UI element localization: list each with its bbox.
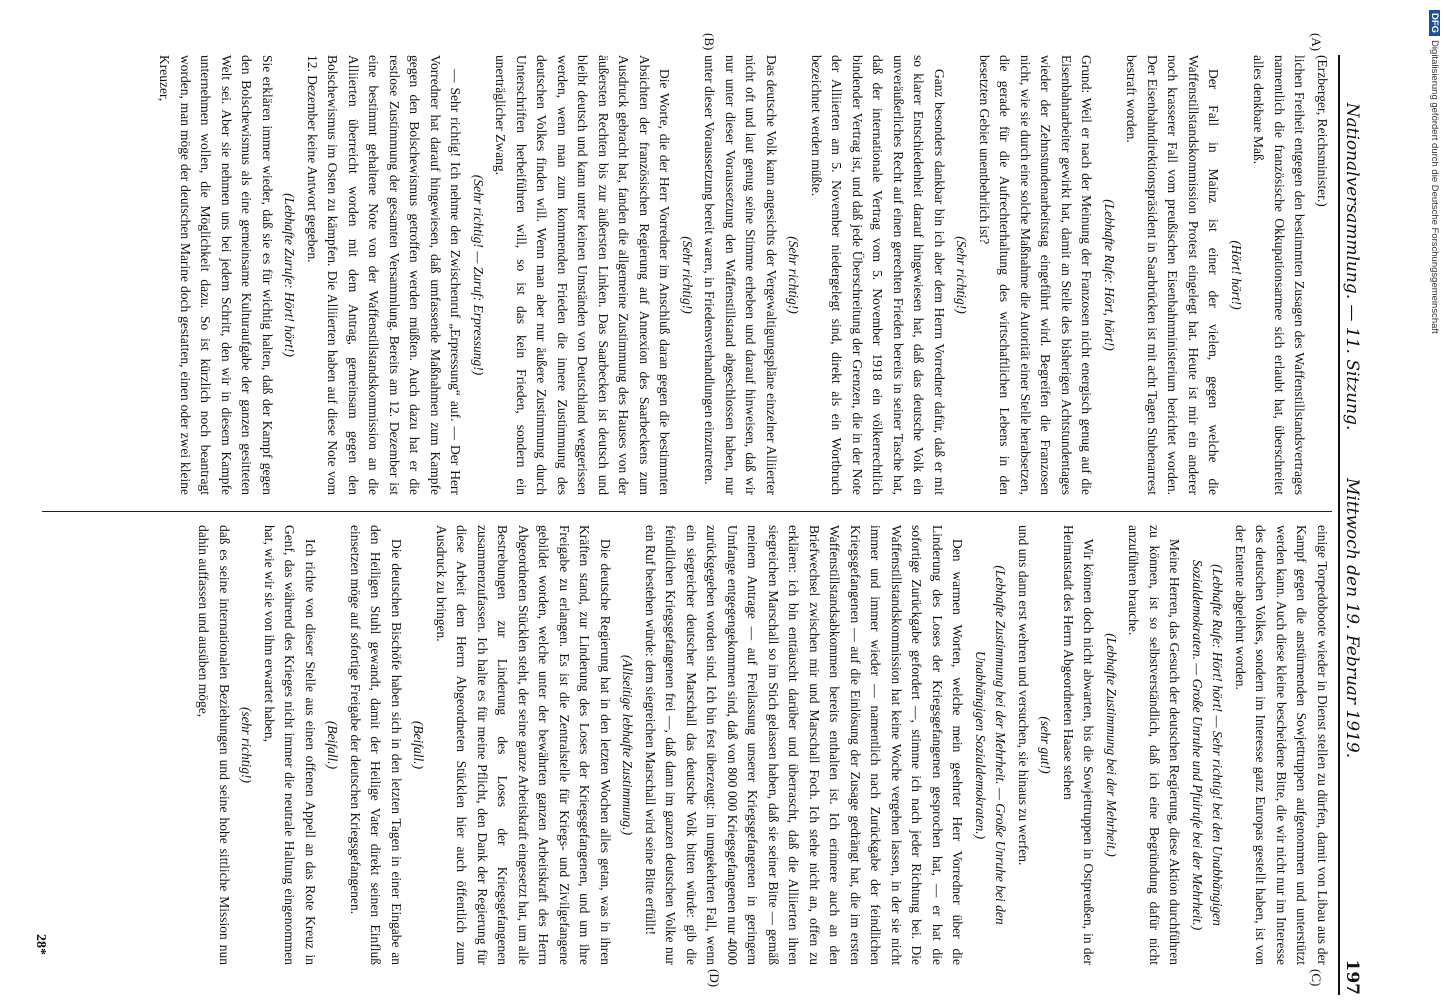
left-column	[52, 55, 1332, 495]
margin-marker-b: (B)	[702, 33, 717, 51]
left-column-paragraph: Grund: Weil er nach der Meinung der Franzosen nicht energisch genug auf die Eisenbahnarbeiter gewirkt hat, damit an Stelle des bisherigen Achtstundentages wieder der Zehnstundenarbeitstag eingeführt wird. Begreifen die Franzosen nicht, wie sie durch eine solche Maßnahme die Autorität einer Stelle herabsetzen, die gerade für die Aufrechterhaltung des wirtschaftlichen Lebens in den besetzten Gebiet unentbehrlich ist?	[977, 55, 1095, 495]
right-column-reaction: (sehr gut!)	[1038, 716, 1054, 774]
digitization-text: Digitalisierung gefördert durch die Deutsche Forschungsgemeinschaft	[1429, 40, 1440, 334]
right-column-paragraph: Die deutschen Bischöfe haben sich in den letzten Tagen in einer Eingabe an den Heiligen Stuhl gewandt, damit der Heilige Vater direkt seinen Einfluß einsetzen möge auf sofortige Freigabe der deutschen Kriegsgefangenen.	[348, 525, 404, 965]
right-column-reaction: (Allseitige lebhafte Zustimmung.)	[620, 654, 636, 836]
right-column-paragraph: Die deutsche Regierung hat in den letzten Wochen alles getan, was in ihren Kräften stand, zur Linderung des Loses der Kriegsgefangenen, und um ihre Freigabe zu erlangen. Es ist die Zentralstelle für Kriegs- und Zivilgefangene gebildet worden, welche unter der bewährten ganzen Arbeitskraft des Herrn Abgeordneten Stücklen steht, der seine ganze Arbeitskraft eingesetzt hat, um alle Bestrebungen zur Linderung des Loses der Kriegsgefangenen zusammenzufassen. Ich halte es für meine Pflicht, den Dank der Regierung für diese Arbeit dem Herrn Abgeordneten Stücklen hier auch öffentlich zum Ausdruck zu bringen.	[434, 525, 613, 965]
right-column-paragraph: Wir können doch nicht abwarten, bis die Sowjettruppen in Ostpreußen, in der Heimatstadt des Herrn Abgeordneten Haase stehen	[1061, 525, 1097, 965]
left-column-reaction: (Sehr richtig! — Zuruf: Erpressung!)	[471, 174, 486, 376]
left-column-paragraph: Das deutsche Volk kann angesichts der Vergewaltigungspläne einzelner Alliierter nicht oft und laut genug seine Stimme erheben und darauf hinweisen, daß wir nur unter dieser Voraussetzung den Waffenstillstand abgeschlossen haben, nur unter dieser Voraussetzung bereit waren, in Friedensverhandlungen einzutreten.	[702, 55, 779, 495]
margin-marker-d: (D)	[707, 969, 722, 988]
left-column-paragraph: — Sehr richtig! Ich nehme den Zwischenruf „Erpressung“ auf. — Der Herr Vorredner hat darauf hingewiesen, daß umfassende Maßnahmen zum Kampfe gegen den Bolschewismus getroffen werden müßten. Auch dazu hat er die restlose Zustimmung der gesamten Versammlung. Bereits am 12. Dezember ist eine bestimmt gehaltene Note von der Waffenstillstandskommission an die Alliierten überreicht worden mit dem Antrag, gemeinsam gegen den Bolschewismus im Osten zu kämpfen. Die Alliierten haben auf diese Note vom 12. Dezember keine Antwort gegeben.	[305, 55, 464, 495]
right-column-paragraph: und uns dann erst wehren und versuchen, sie hinaus zu werfen.	[1016, 525, 1031, 866]
right-column-reaction: (Lebhafte Zustimmung bei der Mehrheit. — Große Unruhe bei den Unabhängigen Sozialdemokraten.)	[973, 565, 1009, 925]
right-column-reaction: (Lebhafte Zustimmung bei der Mehrheit.)	[1104, 633, 1119, 857]
left-column-reaction: (Lebhafte Rufe: Hört, hört!)	[1102, 199, 1117, 351]
left-column-reaction: (Sehr richtig!)	[680, 236, 695, 314]
right-column	[52, 525, 1332, 965]
margin-marker-c: (C)	[1309, 969, 1324, 987]
left-column-paragraph: Die Worte, die der Herr Vorredner im Anschluß daran gegen die bestimmten Absichten der französischen Regierung auf Annexion des Saarbeckens zum Ausdruck gebracht hat, fanden die allgemeine Zustimmung des Hauses von der äußersten Rechten bis zur äußersten Linken. Das Saarbecken ist deutsch und bleibt deutsch und kann unter keinen Umständen von Deutschland weggerissen werden, wenn man zum kommenden Frieden die innere Zustimmung des deutschen Volkes finden will. Wenn man aber nur äußere Zustimmung durch Unterschriften herbeiführen will, so ist das kein Frieden, sondern ein unerträglicher Zwang.	[493, 55, 673, 495]
session-date: Mittwoch den 19. Februar 1919.	[1342, 478, 1362, 759]
page-number: 197	[1342, 959, 1362, 995]
dfg-logo-icon: DFG	[1429, 10, 1440, 36]
right-column-paragraph: Ich richte von dieser Stelle aus einen offenen Appell an das Rote Kreuz in Genf, das während des Krieges nicht immer die neutrale Haltung eingenommen hat, wie wir sie von ihm erwartet haben,	[262, 525, 318, 965]
left-column-reaction: (Lebhafte Zurufe: Hört! hört!)	[282, 193, 298, 357]
left-column-reaction: (Sehr richtig!)	[954, 236, 970, 314]
right-column-reaction: (sehr richtig!)	[239, 706, 255, 784]
right-column-paragraph: daß es seine internationalen Beziehungen und seine hohe sittliche Mission nun dahin auffassen und ausüben möge,	[196, 525, 232, 965]
left-column-reaction: (Sehr richtig!)	[786, 236, 802, 314]
column-divider	[42, 511, 1332, 512]
right-column-reaction: (Beifall.)	[325, 720, 341, 770]
digitization-note	[1424, 10, 1444, 990]
left-column-paragraph: Der Fall in Mainz ist einer der vielen, gegen welche die Waffenstillstandskommission Protest eingelegt hat. Heute ist mir ein anderer noch krasserer Fall vom preußischen Eisenbahnministerium berichtet worden. Der Eisenbahndirektionspräsident in Saarbrücken ist mit acht Tagen Stubenarrest bestraft worden.	[1124, 55, 1222, 495]
right-column-reaction: (Lebhafte Rufe: Hört! hört! — Sehr richtig! bei den Unabhängigen Sozialdemokraten. — Große Unruhe und Pfuirufe bei der Mehrheit.)	[1190, 559, 1226, 931]
right-column-paragraph: Den warmen Worten, welche mein geehrter Herr Vorredner über die Linderung des Loses der Kriegsgefangenen gesprochen hat, — er hat die sofortige Zurückgabe gefordert —, stimme ich nach jeder Richtung bei. Die Waffenstillstandskommission hat keine Woche vergehen lassen, in der sie nicht immer und immer wieder — namentlich nach Zurückgabe der feindlichen Kriegsgefangenen — auf die Einlösung der Zusage gedrängt hat, die im ersten Waffenstillstandsabkommen bereits enthalten ist. Ich erinnere auch an den Briefwechsel zwischen mir und Marschall Foch. Ich stehe nicht an, offen zu erklären: ich bin enttäuscht darüber und überrascht, daß die Alliierten ihren siegreichen Marschall so im Stich gelassen haben, daß sie seiner Bitte — gemäß meinem Antrage — auf Freilassung unserer Kriegsgefangenen in geringem Umfange entgegengekommen sind, daß von 800 000 Kriegsgefangenen nur 4000 zurückgegeben worden sind. Ich bin fest überzeugt: im umgekehrten Fall, wenn ein siegreicher deutscher Marschall das deutsche Volk bitten würde: gib die feindlichen Kriegsgefangenen frei —, daß dann im ganzen deutschen Volke nur ein Ruf bestehen würde: dem siegreichen Marschall wird seine Bitte erfüllt!	[643, 525, 966, 965]
right-column-reaction: (Beifall.)	[411, 720, 427, 770]
left-column-paragraph: lichen Freiheit entgegen den bestimmten Zusagen des Waffenstillstandsvertrages namentlich die französische Okkupationsarmee sich erlaubt hat, überschreitet alles denkbare Maß.	[1251, 55, 1308, 495]
right-column-paragraph: Meine Herren, das Gesuch der deutschen Regierung, diese Aktion durchführen zu können, ist so selbstverständlich, daß ich eine Begründung dafür nicht anzuführen brauche.	[1126, 525, 1183, 965]
signature-mark: 28*	[33, 934, 48, 955]
page-header	[1338, 55, 1372, 995]
right-column-paragraph: einige Torpedoboote wieder in Dienst stellen zu dürfen, damit von Libau aus der Kampf gegen die anstürmenden Sowjettruppen aufgenommen und unterstützt werden kann. Auch diese kleine bescheidene Bitte, die wir nicht nur im Interesse des deutschen Volkes, sondern im Interesse ganz Europas gestellt haben, ist von der Entente abgelehnt worden.	[1233, 525, 1330, 965]
left-column-paragraph: (Erzberger, Reichsminister.)	[1315, 55, 1330, 207]
left-column-reaction: (Hört! hört!)	[1229, 240, 1244, 310]
left-column-paragraph: Sie erklären immer wieder, daß sie es für wichtig halten, daß der Kampf gegen den Bolschewismus als eine gemeinsame Kulturaufgabe der ganzen gesitteten Welt sei. Aber sie nehmen uns bei jedem Schritt, den wir in diesem Kampfe unternehmen wollen, die Möglichkeit dazu. So ist kürzlich noch beantragt worden, man möge der deutschen Marine doch gestatten, einen oder zwei kleine Kreuzer,	[157, 55, 275, 495]
session-title: Nationalversammlung. — 11. Sitzung.	[1342, 102, 1362, 431]
left-column-paragraph: Ganz besonders dankbar bin ich aber dem Herrn Vorredner dafür, daß er mit so klarer Entschiedenheit darauf hingewiesen hat, daß das deutsche Volk ein unveräußerliches Recht auf einen gerechten Frieden bereits in seiner Tasche hat, daß der internationale Vertrag vom 5. November 1918 ein völkerrechtlich bindender Vertrag ist, und daß jede Überschreitung der Grenzen, die in der Note der Alliierten am 5. November niedergelegt sind, direkt als ein Wortbruch bezeichnet werden müßte.	[809, 55, 947, 495]
margin-marker-a: (A)	[1309, 33, 1324, 52]
document-page	[32, 33, 1372, 995]
